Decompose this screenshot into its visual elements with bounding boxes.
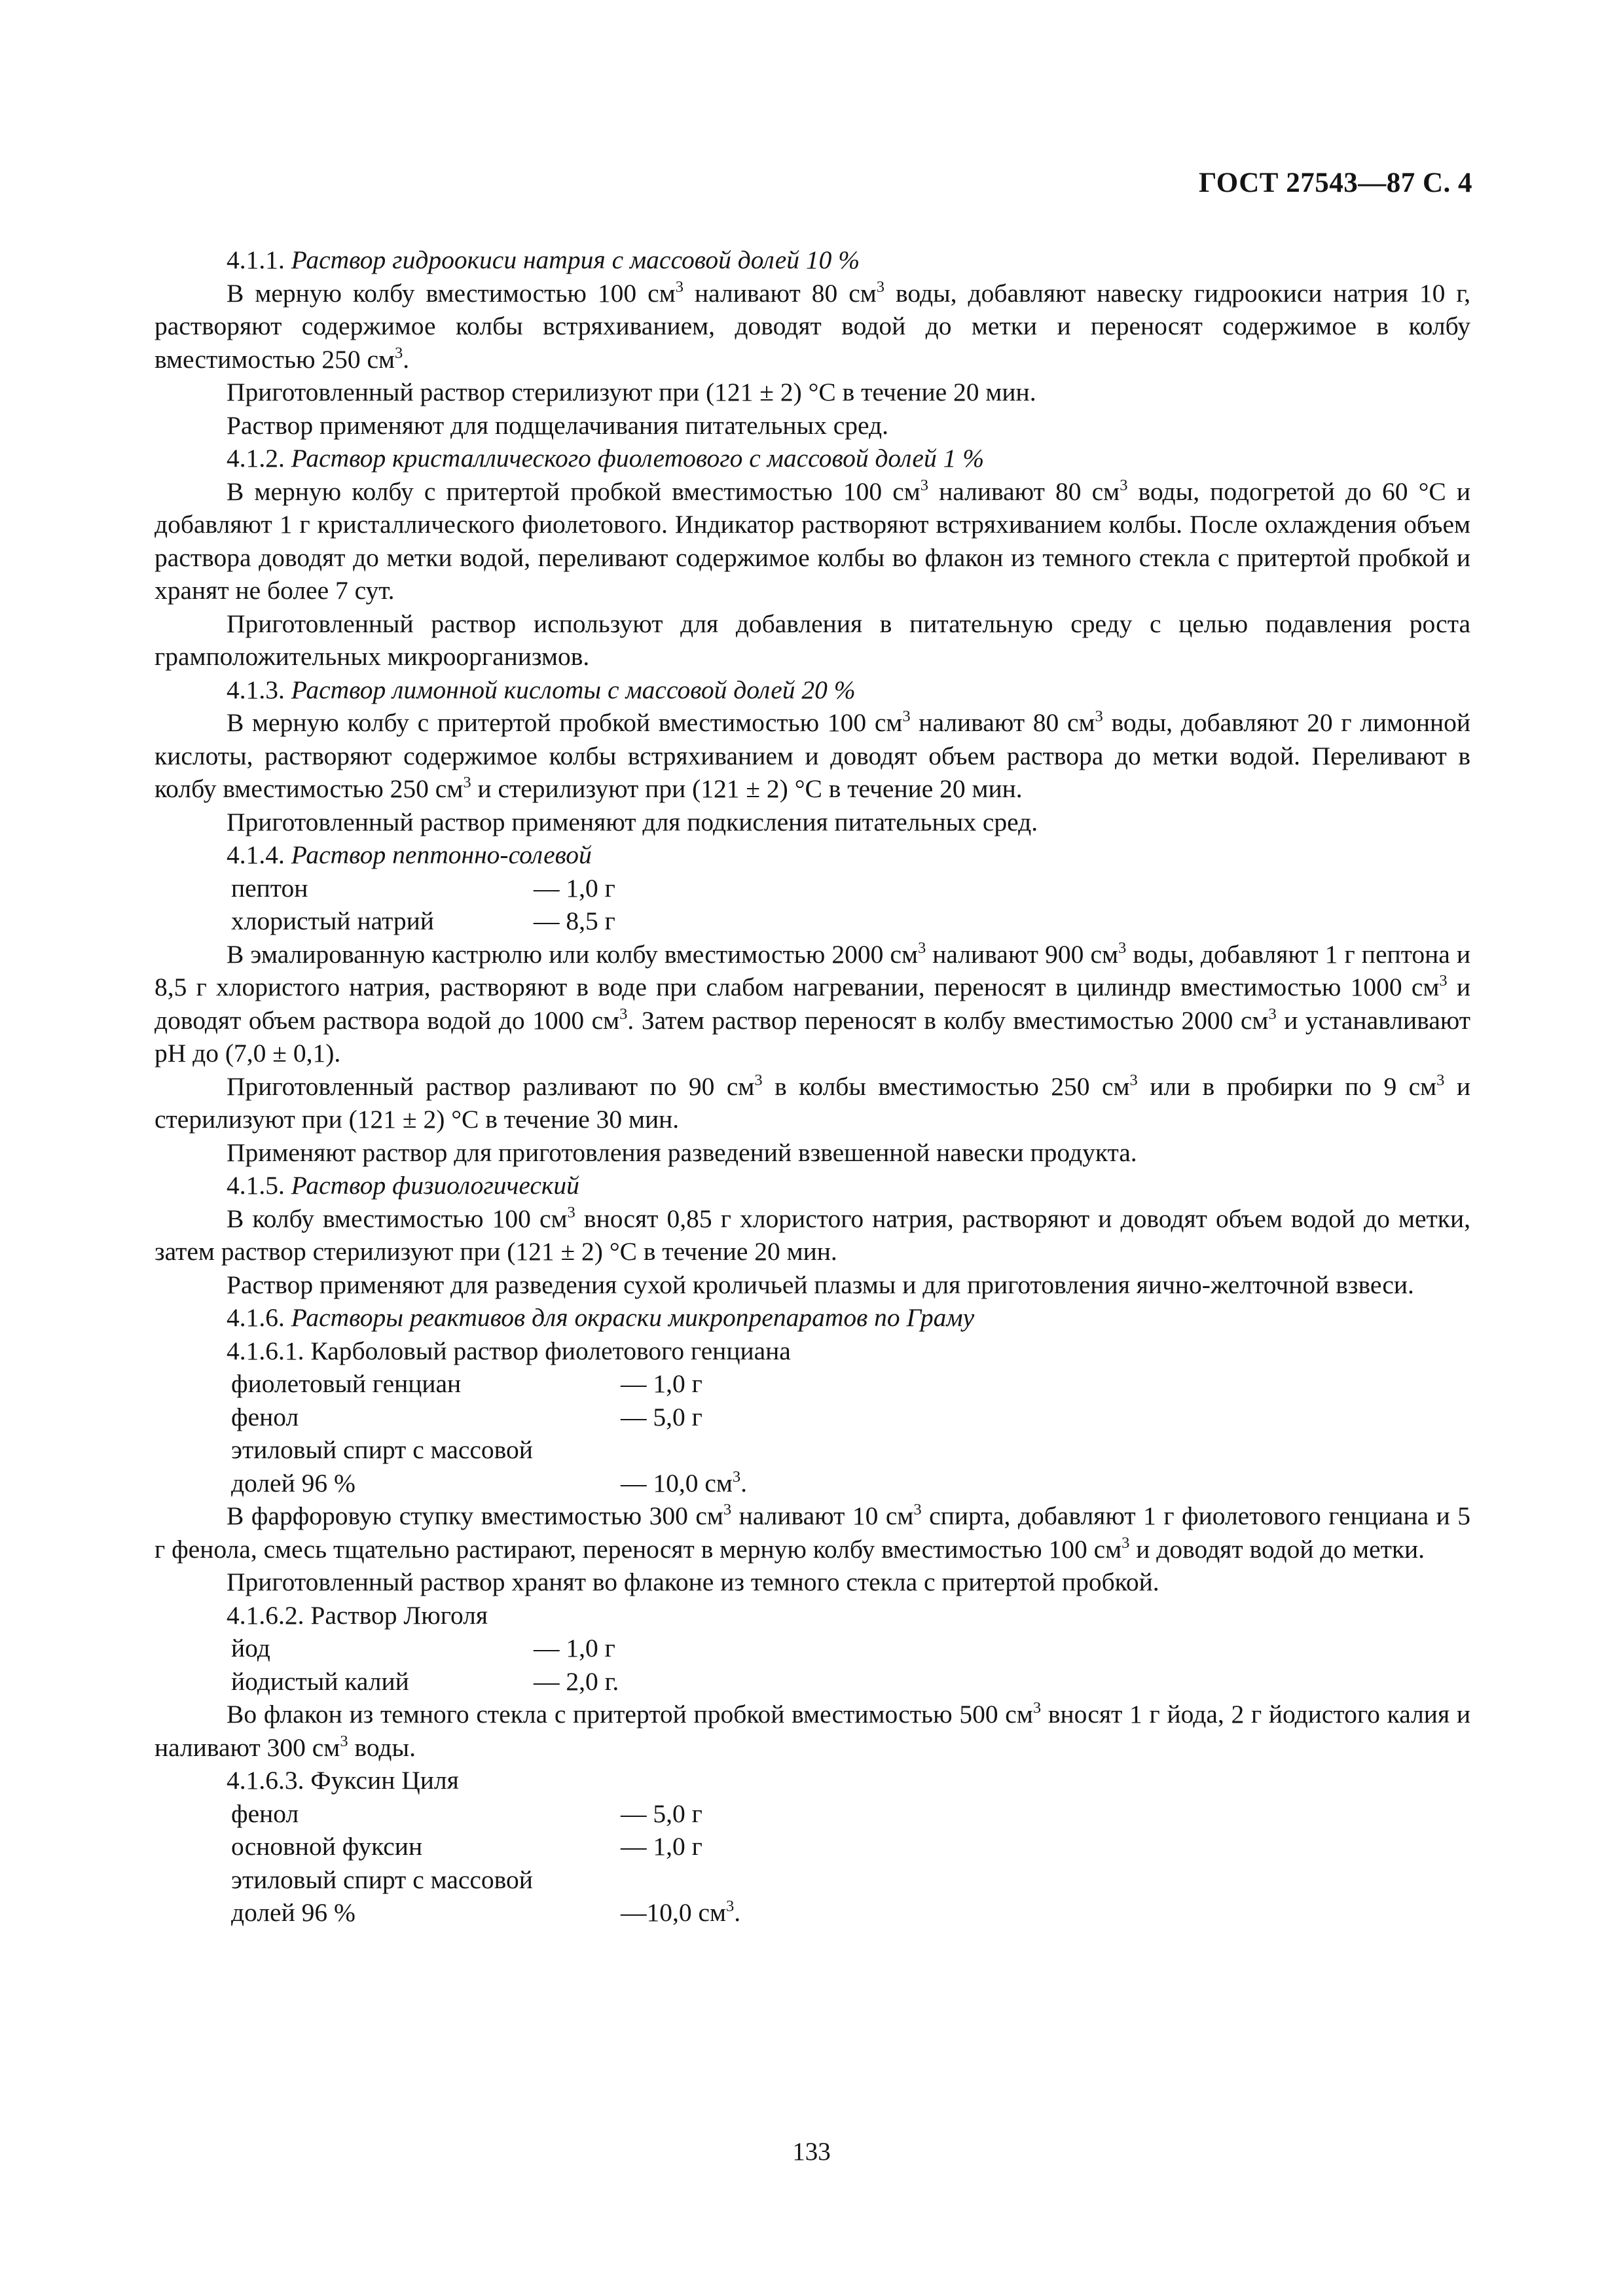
component-row: фиолетовый генциан — 1,0 г: [231, 1369, 702, 1398]
section-heading: [155, 1301, 1470, 1335]
component-row: долей 96 % — 10,0 $см^3$.: [231, 1467, 748, 1498]
paragraph: Приготовленный раствор хранят во флаконе из темного стекла с притертой пробкой.: [227, 1568, 1159, 1596]
component-row: пептон — 1,0 г: [231, 873, 615, 903]
section-heading: [155, 673, 1470, 707]
section-heading: [155, 838, 1470, 872]
section-heading: [155, 1169, 1470, 1202]
component-row: фенол — 5,0 г: [231, 1799, 702, 1828]
paragraph: Раствор применяют для подщелачивания питательных сред.: [227, 410, 888, 440]
section-title: Раствор лимонной кислоты с массовой долей 20 %: [291, 675, 856, 704]
component-row: фенол — 5,0 г: [231, 1402, 702, 1431]
paragraph: Во флакон из темного стекла с притертой пробкой вместимостью 500 $см^3$ вносят 1 г йода, 2 г йодистого калия и наливают 300 $см^3$ воды.: [155, 1698, 1470, 1762]
section-title: Растворы реактивов для окраски микропрепаратов по Граму: [291, 1303, 975, 1332]
component-row: долей 96 % —10,0 $см^3$.: [231, 1897, 741, 1927]
paragraph: В колбу вместимостью 100 $см^3$ вносят 0,85 г хлористого натрия, растворяют и доводят объем водой до метки, затем раствор стерилизуют при (121 ± 2) °С в течение 20 мин.: [155, 1203, 1470, 1266]
document-body: [155, 243, 1470, 1929]
section-title: Раствор физиологический: [291, 1171, 579, 1200]
page-header: ГОСТ 27543—87 С. 4: [1198, 168, 1472, 198]
component-row: этиловый спирт с массовой: [231, 1435, 533, 1464]
page-number: 133: [792, 2138, 831, 2166]
component-row: этиловый спирт с массовой: [231, 1865, 533, 1894]
section-title: Раствор пептонно-солевой: [291, 840, 592, 869]
paragraph: Применяют раствор для приготовления разведений взвешенной навески продукта.: [227, 1138, 1137, 1167]
paragraph: В эмалированную кастрюлю или колбу вместимостью 2000 $см^3$ наливают 900 $см^3$ воды, добавляют 1 г пептона и 8,5 г хлористого натрия, растворяют в воде при слабом нагревании, переносят в цилиндр вместимостью 1000 $см^3$ и доводят объем раствора водой до 1000 $см^3$. Затем раствор переносят в колбу вместимостью 2000 $см^3$ и устанавливают pH до (7,0 ± 0,1).: [155, 939, 1471, 1067]
paragraph: Раствор применяют для разведения сухой кроличьей плазмы и для приготовления яично-желточной взвеси.: [227, 1270, 1414, 1299]
paragraph: В мерную колбу с притертой пробкой вместимостью 100 $см^3$ наливают 80 $см^3$ воды, подогретой до 60 °С и добавляют 1 г кристаллического фиолетового. Индикатор растворяют встряхиванием колбы. После охлаждения объем раствора доводят до метки водой, переливают содержимое колбы во флакон из темного стекла с притертой пробкой и хранят не более 7 сут.: [155, 476, 1471, 605]
section-number: 4.1.6.: [227, 1303, 285, 1332]
component-row: основной фуксин — 1,0 г: [231, 1832, 702, 1861]
component-row: хлористый натрий — 8,5 г: [231, 906, 615, 935]
paragraph: В фарфоровую ступку вместимостью 300 $см^3$ наливают 10 $см^3$ спирта, добавляют 1 г фиолетового генциана и 5 г фенола, смесь тщательно растирают, переносят в мерную колбу вместимостью 100 $см^3$ и доводят водой до метки.: [155, 1500, 1470, 1564]
section-heading: [155, 442, 1470, 475]
section-heading: [155, 243, 1470, 277]
section-number: 4.1.4.: [227, 840, 285, 869]
section-number: 4.1.5.: [227, 1171, 285, 1200]
section-title: Раствор кристаллического фиолетового с массовой долей 1 %: [291, 444, 985, 473]
subsection-heading: 4.1.6.1. Карболовый раствор фиолетового генциана: [227, 1336, 791, 1365]
component-row: йодистый калий — 2,0 г.: [231, 1666, 619, 1696]
component-row: йод — 1,0 г: [231, 1634, 615, 1662]
subsection-heading: 4.1.6.3. Фуксин Циля: [227, 1766, 459, 1795]
paragraph: Приготовленный раствор разливают по 90 $см^3$ в колбы вместимостью 250 $см^3$ или в пробирки по 9 $см^3$ и стерилизуют при (121 ± 2) °С в течение 30 мин.: [155, 1071, 1470, 1134]
subsection-heading: 4.1.6.2. Раствор Люголя: [227, 1600, 488, 1630]
paragraph: В мерную колбу с притертой пробкой вместимостью 100 $см^3$ наливают 80 $см^3$ воды, добавляют 20 г лимонной кислоты, растворяют содержимое колбы встряхиванием и доводят объем раствора до метки водой. Переливают в колбу вместимостью 250 $см^3$ и стерилизуют при (121 ± 2) °С в течение 20 мин.: [155, 707, 1470, 803]
section-number: 4.1.3.: [227, 675, 285, 704]
section-title: Раствор гидроокиси натрия с массовой долей 10 %: [291, 245, 860, 274]
paragraph: Приготовленный раствор применяют для подкисления питательных сред.: [227, 807, 1038, 836]
paragraph: Приготовленный раствор используют для добавления в питательную среду с целью подавления роста грамположительных микроорганизмов.: [155, 609, 1470, 671]
paragraph: В мерную колбу вместимостью 100 $см^3$ наливают 80 $см^3$ воды, добавляют навеску гидроокиси натрия 10 г, растворяют содержимое колбы встряхиванием, доводят водой до метки и переносят содержимое в колбу вместимостью 250 $см^3$.: [155, 278, 1470, 374]
section-number: 4.1.1.: [227, 245, 285, 274]
section-number: 4.1.2.: [227, 444, 285, 473]
paragraph: Приготовленный раствор стерилизуют при (121 ± 2) °С в течение 20 мин.: [227, 378, 1036, 406]
